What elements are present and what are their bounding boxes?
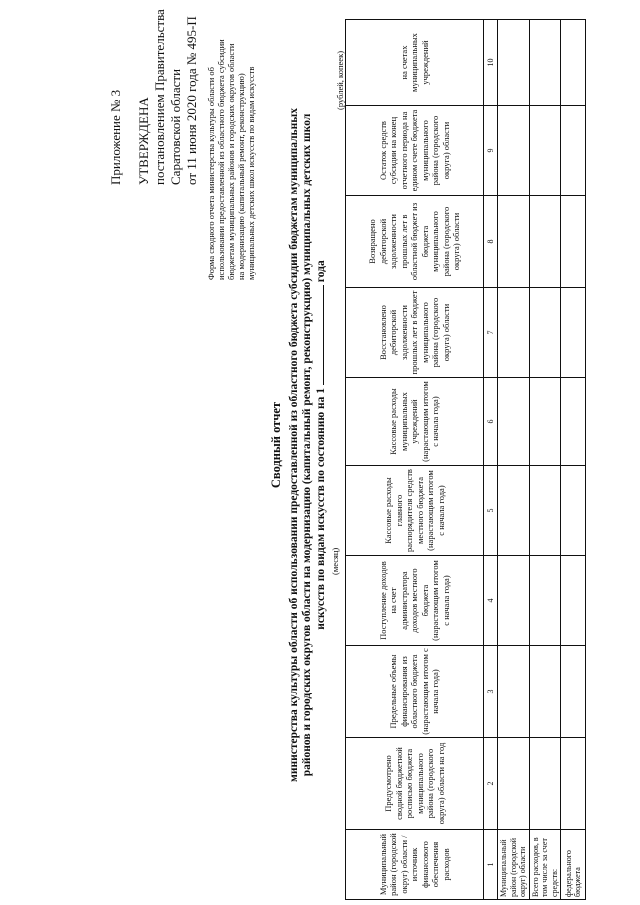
approved-by-line-2: Саратовской области	[168, 68, 183, 185]
table-cell	[561, 738, 586, 830]
col-header-returned: Возвращено дебиторской задолженности прошлых лет в областной бюджет из бюджета муниципального района (городского округа) области	[346, 196, 484, 288]
table-cell	[529, 288, 561, 378]
col-number: 2	[484, 738, 498, 830]
col-header-balance-accounts: на счетах муниципальных учреждений	[346, 20, 484, 106]
table-cell	[529, 738, 561, 830]
col-number: 8	[484, 196, 498, 288]
table-cell	[529, 466, 561, 556]
table-cell	[561, 20, 586, 106]
col-header-cash-institutions: Кассовые расходы муниципальных учреждений (нарастающим итогом с начала года)	[346, 378, 484, 466]
table-cell	[561, 196, 586, 288]
year-label: года	[314, 260, 327, 283]
table-cell	[498, 466, 530, 556]
col-header-restored: Восстановлено дебиторской задолженности прошлых лет в бюджет муниципального района (городского округа) области	[346, 288, 484, 378]
table-cell	[529, 556, 561, 646]
table-cell	[561, 378, 586, 466]
report-title-line-1: министерства культуры области об использовании предоставленной из областного бюджета субсидии бюджетам муниципальных	[287, 108, 300, 782]
table-cell	[498, 738, 530, 830]
approved-label: УТВЕРЖДЕНА	[136, 97, 151, 185]
table-cell	[561, 556, 586, 646]
table-cell	[498, 556, 530, 646]
report-date-line	[315, 45, 329, 845]
month-hint: (месяц)	[330, 547, 340, 575]
table-cell	[561, 646, 586, 738]
col-number: 7	[484, 288, 498, 378]
table-cell	[529, 20, 561, 106]
col-number: 9	[484, 106, 498, 196]
table-row	[498, 20, 530, 900]
appendix-number: Приложение № 3	[108, 89, 123, 185]
table-row	[561, 20, 586, 900]
report-title-line-3: искусств по видам искусств по состоянию на 1	[314, 387, 327, 630]
col-header-region: Муниципальный район (городской округ) области / источник финансового обеспечения расходов	[346, 830, 484, 900]
col-number: 3	[484, 646, 498, 738]
approval-stamp	[108, 9, 200, 185]
row-label-region: Муниципальный район (городской округ) области	[498, 830, 530, 900]
table-cell	[529, 646, 561, 738]
report-heading: Сводный отчет	[269, 401, 283, 489]
table-cell	[498, 646, 530, 738]
column-number-row	[484, 20, 498, 900]
col-number: 1	[484, 830, 498, 900]
approved-by-line-1: постановлением Правительства	[152, 9, 167, 185]
col-header-limits: Предельные объемы финансирования из областного бюджета (нарастающим итогом с начала года)	[346, 646, 484, 738]
report-table	[345, 19, 586, 900]
date-blank	[323, 285, 324, 385]
col-header-planned: Предусмотрено сводной бюджетной росписью бюджета муниципального района (городского округа) области на год	[346, 738, 484, 830]
table-cell	[561, 288, 586, 378]
table-cell	[561, 106, 586, 196]
table-cell	[529, 106, 561, 196]
row-label-total: Всего расходов, в том числе за счет средств:	[529, 830, 561, 900]
table-cell	[498, 288, 530, 378]
units-label: (рублей, копеек)	[335, 50, 345, 110]
table-cell	[498, 196, 530, 288]
table-cell	[529, 378, 561, 466]
table-row	[529, 20, 561, 900]
col-header-cash-main: Кассовые расходы главного распорядителя средств местного бюджета (нарастающим итогом с начала года)	[346, 466, 484, 556]
table-cell	[529, 196, 561, 288]
approved-by-line-3: от 11 июня 2020 года № 495-П	[184, 16, 199, 185]
col-number: 10	[484, 20, 498, 106]
col-header-balance-single: Остаток средств субсидии на конец отчетного периода на едином счете бюджета муниципального района (городского округа) области	[346, 106, 484, 196]
table-header-row	[346, 20, 484, 900]
table-cell	[498, 20, 530, 106]
table-cell	[498, 378, 530, 466]
report-title-line-2: районов и городских округов области на модернизацию (капитальный ремонт, реконструкцию) муниципальных детских школ	[301, 113, 313, 777]
table-cell	[498, 106, 530, 196]
form-description: Форма сводного отчета министерства культуры области об использовании предоставленной из областного бюджета субсидии бюджетам муниципальных районов и городских округов области на модернизацию (капитальный ремонт, реконструкцию) муниципальных детских школ искусств по видам искусств	[206, 39, 256, 280]
col-header-receipts: Поступление доходов на счет администратора доходов местного бюджета (нарастающим итогом с начала года)	[346, 556, 484, 646]
row-label-federal: федерального бюджета	[561, 830, 586, 900]
table-cell	[561, 466, 586, 556]
col-number: 6	[484, 378, 498, 466]
report-title	[270, 45, 328, 845]
col-number: 5	[484, 466, 498, 556]
col-number: 4	[484, 556, 498, 646]
